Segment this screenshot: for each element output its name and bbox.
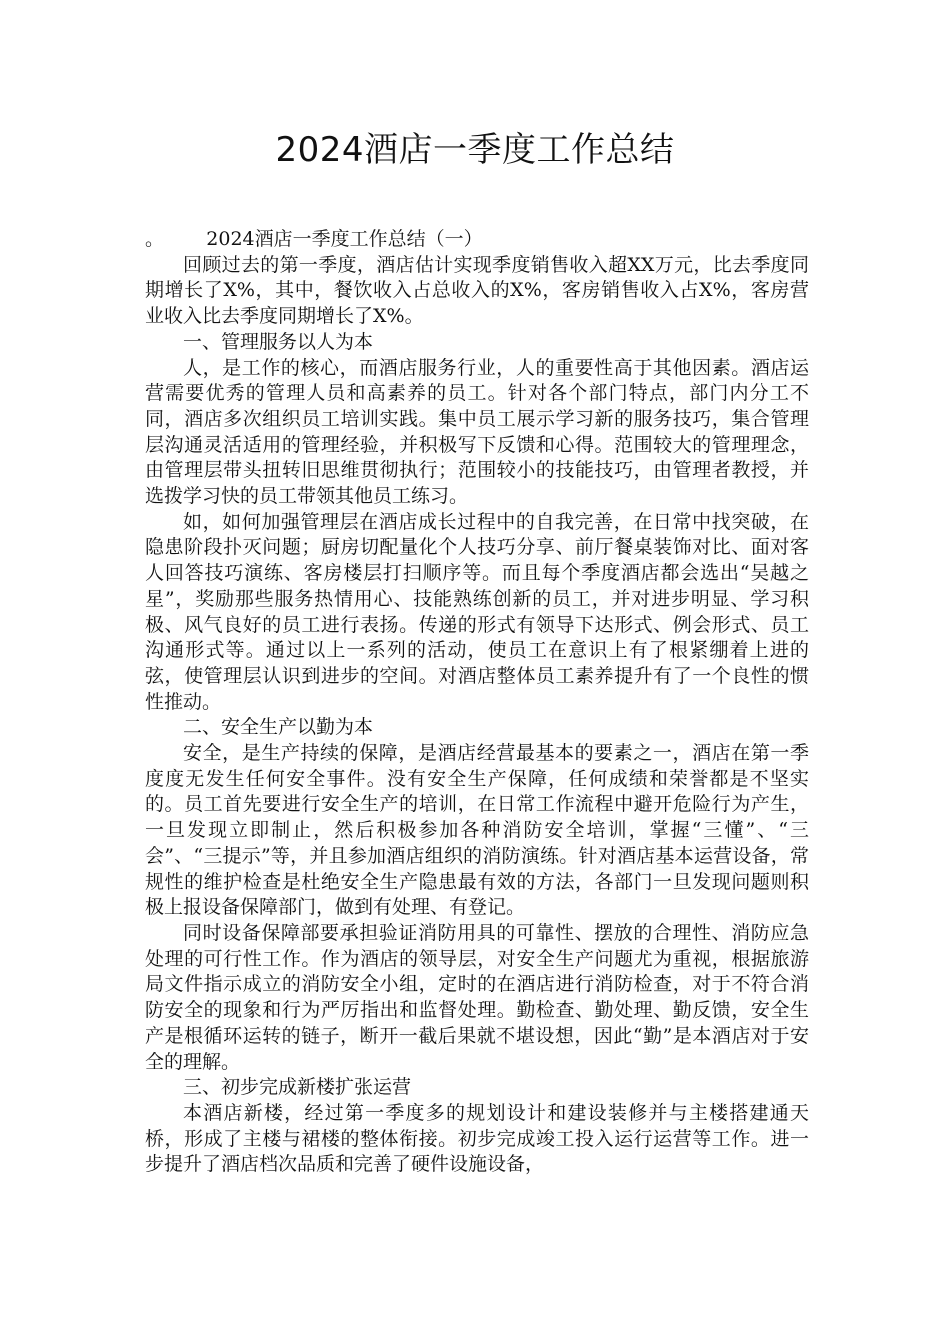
- paragraph-safety-2: 同时设备保障部要承担验证消防用具的可靠性、摆放的合理性、消防应急处理的可行性工作。作为酒店的领导层，对安全生产问题尤为重视，根据旅游局文件指示成立的消防安全小组，定时的在酒店进行消防检查，对于不符合消防安全的现象和行为严厉指出和监督处理。勤检查、勤处理、勤反馈，安全生产是根循环运转的链子，断开一截后果就不堪设想，因此“勤”是本酒店对于安全的理解。: [145, 921, 809, 1073]
- subtitle-marker: 。: [145, 228, 165, 250]
- section-heading-3: 三、初步完成新楼扩张运营: [183, 1076, 412, 1099]
- paragraph-intro: 回顾过去的第一季度，酒店估计实现季度销售收入超XX万元，比去季度同期增长了X%，其中，餐饮收入占总收入的X%，客房销售收入占X%，客房营业收入比去季度同期增长了X%。: [145, 253, 809, 328]
- subtitle-line: [145, 227, 809, 253]
- section-heading-1: 一、管理服务以人为本: [183, 330, 374, 353]
- section-heading-2: 二、安全生产以勤为本: [183, 716, 374, 739]
- document-body: [145, 227, 809, 1178]
- paragraph-new-building: 本酒店新楼，经过第一季度多的规划设计和建设装修并与主楼搭建通天桥，形成了主楼与裙楼的整体衔接。初步完成竣工投入运行运营等工作。进一步提升了酒店档次品质和完善了硬件设施设备，: [145, 1101, 809, 1176]
- section-subtitle: 2024酒店一季度工作总结（一）: [206, 228, 483, 250]
- page-title: 2024酒店一季度工作总结: [275, 130, 675, 170]
- paragraph-management-2: 如，如何加强管理层在酒店成长过程中的自我完善，在日常中找突破，在隐患阶段扑灭问题；厨房切配量化个人技巧分享、前厅餐桌装饰对比、面对客人回答技巧演练、客房楼层打扫顺序等。而且每个季度酒店都会选出“吴越之星”，奖励那些服务热情用心、技能熟练创新的员工，并对进步明显、学习积极、风气良好的员工进行表扬。传递的形式有领导下达形式、例会形式、员工沟通形式等。通过以上一系列的活动，使员工在意识上有了根紧绷着上进的弦，使管理层认识到进步的空间。对酒店整体员工素养提升有了一个良性的惯性推动。: [145, 510, 809, 713]
- paragraph-safety-1: 安全，是生产持续的保障，是酒店经营最基本的要素之一，酒店在第一季度度无发生任何安全事件。没有安全生产保障，任何成绩和荣誉都是不坚实的。员工首先要进行安全生产的培训，在日常工作流程中避开危险行为产生，一旦发现立即制止，然后积极参加各种消防安全培训，掌握“三懂”、“三会”、“三提示”等，并且参加酒店组织的消防演练。针对酒店基本运营设备，常规性的维护检查是杜绝安全生产隐患最有效的方法，各部门一旦发现问题则积极上报设备保障部门，做到有处理、有登记。: [145, 742, 809, 919]
- paragraph-management-1: 人，是工作的核心，而酒店服务行业，人的重要性高于其他因素。酒店运营需要优秀的管理人员和高素养的员工。针对各个部门特点，部门内分工不同，酒店多次组织员工培训实践。集中员工展示学习新的服务技巧，集合管理层沟通灵活适用的管理经验，并积极写下反馈和心得。范围较大的管理理念，由管理层带头扭转旧思维贯彻执行；范围较小的技能技巧，由管理者教授，并选拨学习快的员工带领其他员工练习。: [145, 356, 809, 508]
